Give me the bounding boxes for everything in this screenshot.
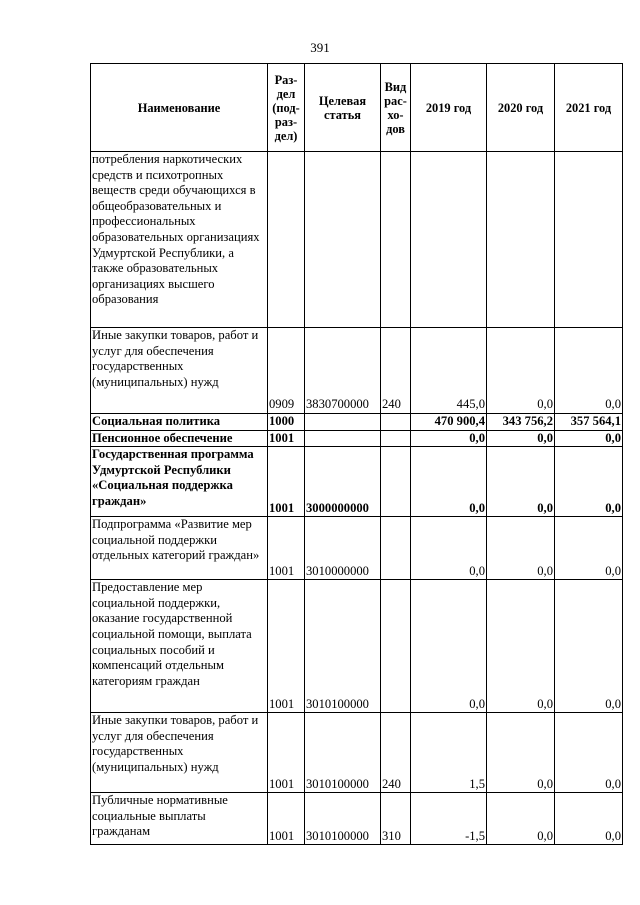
table-row xyxy=(91,414,623,431)
row-2021-cell: 0,0 xyxy=(555,713,623,793)
row-2020-cell: 0,0 xyxy=(487,447,555,517)
row-expense-cell xyxy=(381,447,411,517)
header-2020: 2020 год xyxy=(487,64,555,152)
header-2019: 2019 год xyxy=(411,64,487,152)
row-section-cell: 1001 xyxy=(268,517,305,580)
table-header-row xyxy=(91,64,623,152)
row-section-cell: 1001 xyxy=(268,713,305,793)
row-name-cell: потребления наркотических средств и психотропных веществ среди обучающихся в общеобразовательных и профессиональных образовательных организациях Удмуртской Республики, а также образовательных организациях высшего образования xyxy=(91,152,268,328)
row-2019-cell xyxy=(411,152,487,328)
row-2019-cell: 1,5 xyxy=(411,713,487,793)
row-2019-cell: -1,5 xyxy=(411,793,487,845)
row-target-cell xyxy=(305,152,381,328)
row-target-cell: 3010100000 xyxy=(305,793,381,845)
table-row xyxy=(91,793,623,845)
table-row xyxy=(91,517,623,580)
budget-table xyxy=(90,63,623,845)
row-expense-cell: 240 xyxy=(381,328,411,414)
row-name-cell: Пенсионное обеспечение xyxy=(91,430,268,447)
row-name-cell: Иные закупки товаров, работ и услуг для обеспечения государственных (муниципальных) нужд xyxy=(91,713,268,793)
header-2021: 2021 год xyxy=(555,64,623,152)
row-target-cell xyxy=(305,430,381,447)
table-row xyxy=(91,713,623,793)
row-section-cell: 1001 xyxy=(268,793,305,845)
row-2020-cell: 0,0 xyxy=(487,580,555,713)
row-name-cell: Социальная политика xyxy=(91,414,268,431)
row-expense-cell: 240 xyxy=(381,713,411,793)
row-2019-cell: 470 900,4 xyxy=(411,414,487,431)
row-section-cell: 0909 xyxy=(268,328,305,414)
row-2020-cell: 343 756,2 xyxy=(487,414,555,431)
row-2019-cell: 0,0 xyxy=(411,580,487,713)
row-name-cell: Публичные нормативные социальные выплаты гражданам xyxy=(91,793,268,845)
row-2019-cell: 445,0 xyxy=(411,328,487,414)
row-target-cell: 3000000000 xyxy=(305,447,381,517)
header-expense: Вид рас- хо- дов xyxy=(381,64,411,152)
row-expense-cell: 310 xyxy=(381,793,411,845)
row-expense-cell xyxy=(381,517,411,580)
row-2021-cell: 0,0 xyxy=(555,517,623,580)
table-row xyxy=(91,152,623,328)
row-name-cell: Иные закупки товаров, работ и услуг для обеспечения государственных (муниципальных) нужд xyxy=(91,328,268,414)
row-2021-cell: 0,0 xyxy=(555,580,623,713)
row-expense-cell xyxy=(381,580,411,713)
table-row xyxy=(91,430,623,447)
row-section-cell: 1001 xyxy=(268,580,305,713)
row-target-cell: 3010100000 xyxy=(305,713,381,793)
row-2019-cell: 0,0 xyxy=(411,447,487,517)
row-2020-cell: 0,0 xyxy=(487,328,555,414)
row-2021-cell: 0,0 xyxy=(555,328,623,414)
row-2021-cell: 0,0 xyxy=(555,447,623,517)
row-2020-cell: 0,0 xyxy=(487,793,555,845)
header-section: Раз- дел (под- раз- дел) xyxy=(268,64,305,152)
table-row xyxy=(91,328,623,414)
row-2020-cell: 0,0 xyxy=(487,517,555,580)
row-target-cell: 3830700000 xyxy=(305,328,381,414)
page-number: 391 xyxy=(310,40,330,55)
row-2020-cell: 0,0 xyxy=(487,430,555,447)
row-2021-cell: 0,0 xyxy=(555,793,623,845)
row-name-cell: Предоставление мер социальной поддержки, оказание государственной социальной помощи, выплата социальных пособий и компенсаций отдельным категориям граждан xyxy=(91,580,268,713)
row-2020-cell: 0,0 xyxy=(487,713,555,793)
row-target-cell: 3010000000 xyxy=(305,517,381,580)
row-2020-cell xyxy=(487,152,555,328)
row-2021-cell: 0,0 xyxy=(555,430,623,447)
row-name-cell: Подпрограмма «Развитие мер социальной поддержки отдельных категорий граждан» xyxy=(91,517,268,580)
header-name: Наименование xyxy=(91,64,268,152)
row-expense-cell xyxy=(381,414,411,431)
row-section-cell: 1001 xyxy=(268,430,305,447)
table-row xyxy=(91,580,623,713)
row-name-cell: Государственная программа Удмуртской Республики «Социальная поддержка граждан» xyxy=(91,447,268,517)
table-row xyxy=(91,447,623,517)
row-2021-cell xyxy=(555,152,623,328)
row-section-cell: 1000 xyxy=(268,414,305,431)
row-2019-cell: 0,0 xyxy=(411,430,487,447)
row-2021-cell: 357 564,1 xyxy=(555,414,623,431)
row-2019-cell: 0,0 xyxy=(411,517,487,580)
header-target: Целевая статья xyxy=(305,64,381,152)
row-section-cell: 1001 xyxy=(268,447,305,517)
row-section-cell xyxy=(268,152,305,328)
row-target-cell xyxy=(305,414,381,431)
row-expense-cell xyxy=(381,152,411,328)
row-target-cell: 3010100000 xyxy=(305,580,381,713)
row-expense-cell xyxy=(381,430,411,447)
